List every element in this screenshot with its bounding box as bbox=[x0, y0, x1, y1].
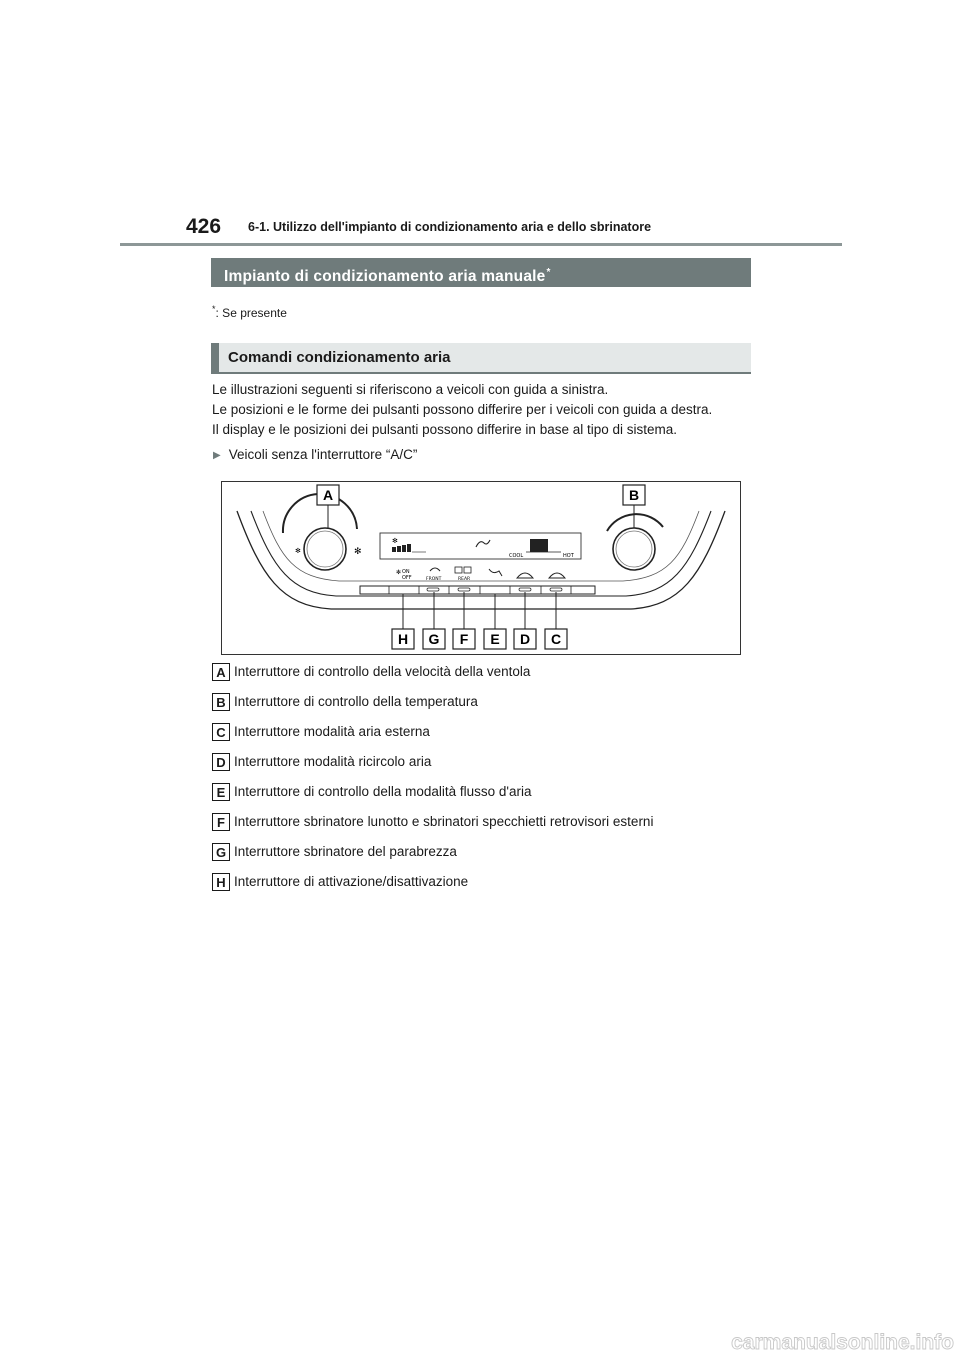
legend-text: Interruttore sbrinatore del parabrezza bbox=[234, 844, 457, 859]
legend-text: Interruttore di controllo della temperatura bbox=[234, 694, 478, 709]
legend-letter: H bbox=[212, 873, 230, 891]
legend-text: Interruttore di controllo della velocità della ventola bbox=[234, 664, 531, 679]
page-number: 426 bbox=[186, 215, 222, 238]
legend-letter: G bbox=[212, 843, 230, 861]
chapter-title: 6-1. Utilizzo dell'impianto di condizionamento aria e dello sbrinatore bbox=[248, 220, 652, 234]
legend-text: Interruttore modalità aria esterna bbox=[234, 724, 430, 739]
subsection-title-bar bbox=[211, 343, 751, 374]
bullet-triangle-icon: ▶ bbox=[213, 450, 221, 461]
legend-letter: E bbox=[212, 783, 230, 801]
callout-a: A bbox=[322, 487, 334, 503]
legend-text: Interruttore modalità ricircolo aria bbox=[234, 754, 432, 769]
button-off-label: OFF bbox=[402, 575, 412, 581]
display-cool-label: COOL bbox=[509, 553, 524, 559]
callout-d: D bbox=[519, 631, 531, 647]
watermark-logo bbox=[636, 1330, 956, 1354]
legend-letter: B bbox=[212, 693, 230, 711]
legend-letter: A bbox=[212, 663, 230, 681]
watermark-text: carmanualsonline.info bbox=[731, 1331, 954, 1354]
svg-text:✻: ✻ bbox=[295, 547, 301, 555]
header-rule bbox=[120, 243, 842, 246]
svg-text:✻: ✻ bbox=[396, 569, 402, 576]
intro-paragraph-1: Le illustrazioni seguenti si riferiscono a veicoli con guida a sinistra. bbox=[212, 382, 609, 397]
callout-e: E bbox=[490, 631, 500, 647]
legend-text: Interruttore sbrinatore lunotto e sbrinatori specchietti retrovisori esterni bbox=[234, 814, 654, 829]
intro-paragraph-3: Il display e le posizioni dei pulsanti possono differire in base al tipo di sistema. bbox=[212, 422, 678, 437]
section-title-marker: * bbox=[546, 267, 551, 278]
svg-text:✻: ✻ bbox=[392, 537, 398, 545]
callout-g: G bbox=[428, 631, 440, 647]
footnote bbox=[212, 304, 287, 320]
callout-f: F bbox=[459, 631, 469, 647]
footnote-marker: * bbox=[212, 304, 216, 314]
legend-text: Interruttore di controllo della modalità flusso d'aria bbox=[234, 784, 532, 799]
button-on-label: ON bbox=[402, 569, 410, 575]
callout-c: C bbox=[550, 631, 562, 647]
section-title: Impianto di condizionamento aria manuale bbox=[224, 268, 546, 285]
callout-b: B bbox=[628, 487, 640, 503]
section-title-bar bbox=[211, 258, 751, 287]
display-hot-label: HOT bbox=[563, 553, 574, 559]
legend-text: Interruttore di attivazione/disattivazione bbox=[234, 874, 469, 889]
svg-text:✻: ✻ bbox=[354, 547, 362, 557]
variant-bullet bbox=[213, 447, 417, 462]
legend-letter: C bbox=[212, 723, 230, 741]
footnote-text: : Se presente bbox=[215, 306, 287, 320]
legend-letter: D bbox=[212, 753, 230, 771]
legend-letter: F bbox=[212, 813, 230, 831]
ac-control-panel-diagram bbox=[221, 481, 741, 655]
button-rear-label: REAR bbox=[458, 577, 471, 582]
subsection-title: Comandi condizionamento aria bbox=[228, 349, 451, 366]
intro-paragraph-2: Le posizioni e le forme dei pulsanti possono differire per i veicoli con guida a destra. bbox=[212, 402, 713, 417]
button-front-label: FRONT bbox=[426, 577, 442, 582]
bullet-text: Veicoli senza l'interruttore “A/C” bbox=[228, 447, 418, 462]
callout-h: H bbox=[397, 631, 409, 647]
